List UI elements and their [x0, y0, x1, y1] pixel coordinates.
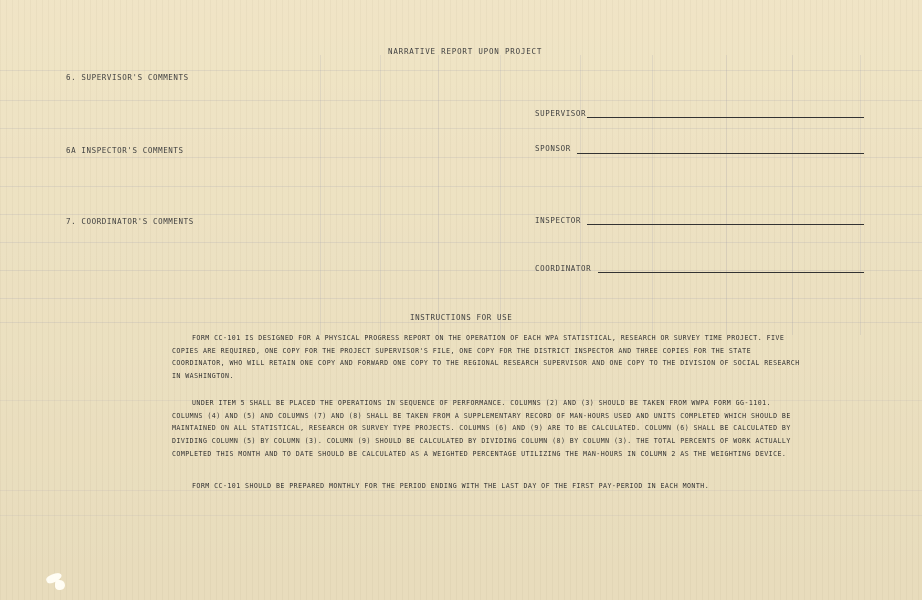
supervisor-signature-line[interactable]: [587, 117, 864, 118]
instructions-paragraph-2: UNDER ITEM 5 SHALL BE PLACED THE OPERATIONS IN SEQUENCE OF PERFORMANCE. COLUMNS (2) AND (3) SHOULD BE TAKEN FROM WWPA FORM GG-1101. COLUMNS (4) AND (5) AND COLUMNS (7) AND (8) SHALL BE TAKEN FROM A SUPPLEMENTARY RECORD OF MAN-HOURS USED AND UNITS COMPLETED WHICH SHOULD BE MAINTAINED ON ALL STATISTICAL, RESEARCH OR SURVEY TYPE PROJECTS. COLUMNS (6) AND (9) ARE TO BE CALCULATED. COLUMN (6) SHALL BE CALCULATED BY DIVIDING COLUMN (5) BY COLUMN (3). COLUMN (9) SHOULD BE CALCULATED BY DIVIDING COLUMN (8) BY COLUMN (3). THE TOTAL PERCENTS OF WORK ACTUALLY COMPLETED THIS MONTH AND TO DATE SHOULD BE CALCULATED AS A WEIGHTED PERCENTAGE UTILIZING THE MAN-HOURS IN COLUMN 2 AS THE WEIGHTING DEVICE.: [172, 399, 791, 458]
inspector-signature-label: INSPECTOR: [535, 216, 582, 225]
inspector-signature-line[interactable]: [587, 224, 864, 225]
instructions-paragraph-1: FORM CC-101 IS DESIGNED FOR A PHYSICAL PROGRESS REPORT ON THE OPERATION OF EACH WPA STATISTICAL, RESEARCH OR SURVEY TIME PROJECT. FIVE COPIES ARE REQUIRED, ONE COPY FOR THE PROJECT SUPERVISOR'S FILE, ONE COPY FOR THE DISTRICT INSPECTOR AND THREE COPIES FOR THE STATE COORDINATOR, WHO WILL RETAIN ONE COPY AND FORWARD ONE COPY TO THE REGIONAL RESEARCH SUPERVISOR AND ONE COPY TO THE DIVISION OF SOCIAL RESEARCH IN WASHINGTON.: [172, 334, 800, 381]
report-title: NARRATIVE REPORT UPON PROJECT: [388, 47, 543, 56]
sponsor-signature-label: SPONSOR: [535, 144, 571, 153]
coordinator-comments-label: 7. COORDINATOR'S COMMENTS: [66, 217, 194, 226]
inspector-comments-label: 6A INSPECTOR'S COMMENTS: [66, 146, 184, 155]
coordinator-signature-label: COORDINATOR: [535, 264, 592, 273]
sponsor-signature-line[interactable]: [577, 153, 864, 154]
supervisor-signature-label: SUPERVISOR: [535, 109, 587, 118]
supervisor-comments-label: 6. SUPERVISOR'S COMMENTS: [66, 73, 189, 82]
coordinator-signature-line[interactable]: [598, 272, 864, 273]
instructions-heading: INSTRUCTIONS FOR USE: [410, 313, 513, 322]
instructions-paragraph-3: FORM CC-101 SHOULD BE PREPARED MONTHLY FOR THE PERIOD ENDING WITH THE LAST DAY OF THE FIRST PAY-PERIOD IN EACH MONTH.: [192, 482, 710, 490]
paper-blemish: [55, 580, 65, 590]
